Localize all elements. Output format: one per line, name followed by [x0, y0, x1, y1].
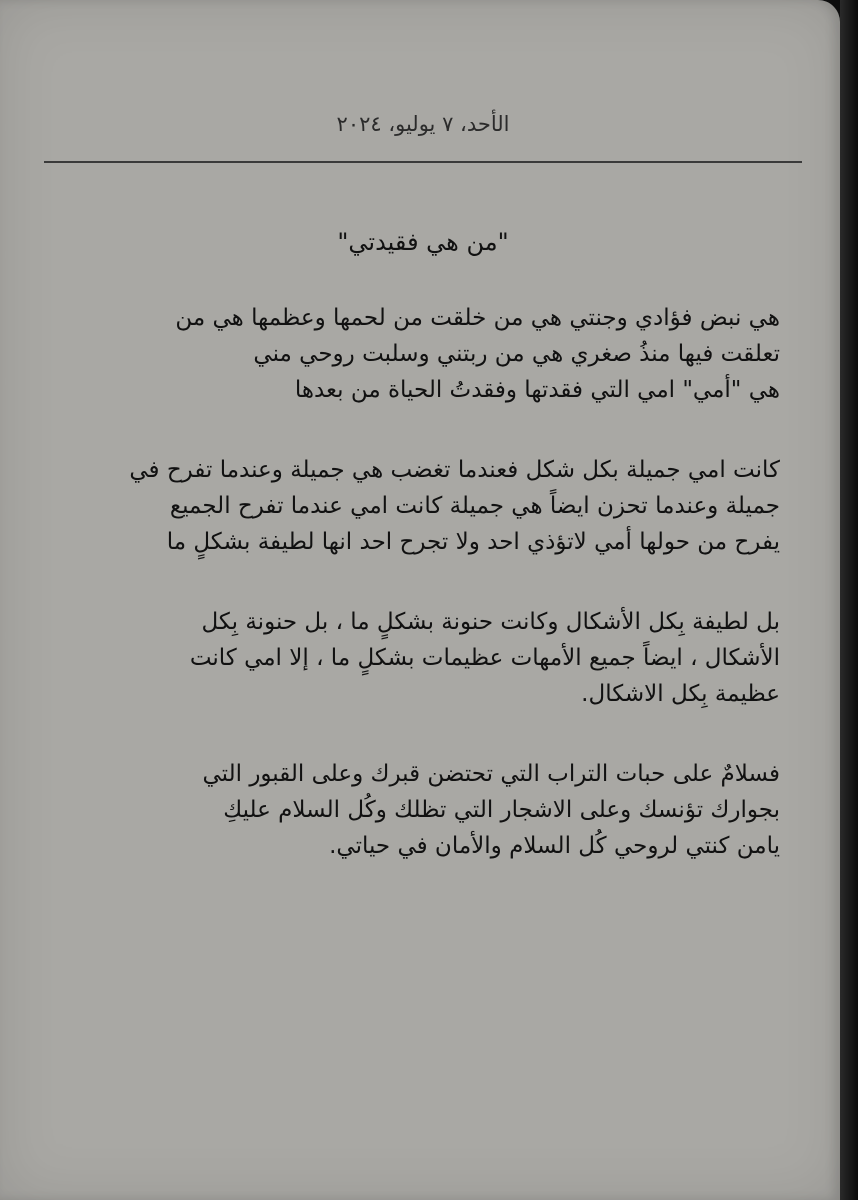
paragraph-line: الأشكال ، ايضاً جميع الأمهات عظيمات بشكلٍ ما ، إلا امي كانت	[189, 645, 780, 671]
paragraph-line: بل لطيفة بِكل الأشكال وكانت حنونة بشكلٍ ما ، بل حنونة بِكل	[201, 609, 780, 635]
paragraph-line: فسلامٌ على حبات التراب التي تحتضن قبرك وعلى القبور التي	[202, 761, 780, 787]
paragraph-line: تعلقت فيها منذُ صغري هي من ربتني وسلبت روحي مني	[253, 341, 780, 367]
paragraph-line: يامن كنتي لروحي كُل السلام والأمان في حياتي.	[329, 833, 780, 859]
paragraph-3	[70, 604, 780, 712]
date-divider	[44, 161, 802, 163]
paragraph-line: هي "أمي" امي التي فقدتها وفقدتُ الحياة من بعدها	[294, 377, 780, 403]
paragraph-line: هي نبض فؤادي وجنتي هي من خلقت من لحمها وعظمها هي من	[175, 305, 780, 331]
paragraph-line: جميلة وعندما تحزن ايضاً هي جميلة كانت امي عندما تفرح الجميع	[169, 493, 780, 519]
note-body	[70, 300, 780, 908]
paragraph-4	[70, 756, 780, 864]
paragraph-2	[70, 452, 780, 560]
note-date: الأحد، ٧ يوليو، ٢٠٢٤	[336, 112, 510, 136]
note-title: "من هي فقيدتي"	[337, 228, 509, 256]
paragraph-line: عظيمة بِكل الاشكال.	[581, 681, 780, 707]
paragraph-1	[70, 300, 780, 408]
paragraph-line: يفرح من حولها أمي لاتؤذي احد ولا تجرح احد انها لطيفة بشكلٍ ما	[166, 529, 780, 555]
paragraph-line: بجوارك تؤنسك وعلى الاشجار التي تظلك وكُل السلام عليكِ	[223, 797, 780, 823]
paragraph-line: كانت امي جميلة بكل شكل فعندما تغضب هي جميلة وعندما تفرح في	[129, 457, 780, 483]
screen-edge	[840, 0, 858, 1200]
